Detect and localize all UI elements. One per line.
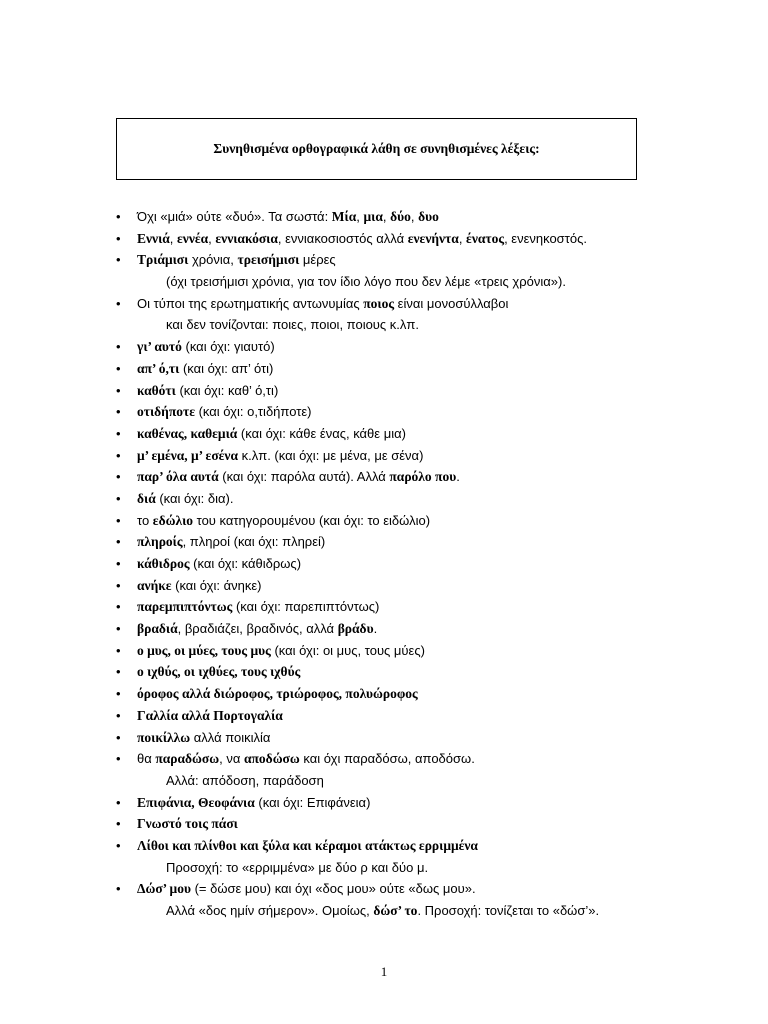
bold-text: κάθιδρος — [137, 556, 190, 571]
text: Αλλά «δος ημίν σήμερον». Ομοίως, — [166, 903, 374, 918]
bullet-icon: • — [116, 556, 121, 571]
bold-text: βραδιά — [137, 621, 178, 637]
text: και όχι παραδόσω, αποδόσω. — [299, 751, 475, 767]
list-item-continuation — [0, 770, 768, 792]
list-item — [0, 228, 768, 250]
list-item — [0, 575, 768, 597]
bullet-icon: • — [116, 382, 121, 398]
bullet-icon: • — [116, 230, 121, 246]
list-item — [0, 466, 768, 488]
bullet-icon: • — [116, 209, 121, 224]
text: , — [169, 230, 178, 246]
text: (και όχι: άνηκε) — [171, 577, 262, 593]
bullet-icon: • — [116, 686, 121, 702]
text: θα — [137, 751, 156, 767]
list-item-continuation — [0, 900, 768, 922]
text: Οι τύποι της ερωτηματικής αντωνυμίας — [137, 295, 364, 311]
text: , ενενηκοστός. — [504, 230, 587, 246]
text: , εννιακοσιοστός αλλά — [277, 230, 408, 246]
bold-text: Δώσ’ μου — [137, 881, 191, 897]
text: του κατηγορουμένου (και όχι: το ειδώλιο) — [193, 512, 431, 528]
bold-text: απ’ ό,τι — [137, 360, 180, 376]
text: . — [456, 469, 460, 485]
bullet-icon: • — [116, 404, 121, 420]
bold-text: ο μυς, οι μύες, τους μυς — [137, 642, 271, 658]
bullet-icon: • — [116, 360, 121, 376]
bullet-icon: • — [116, 664, 121, 680]
bullet-icon: • — [116, 881, 121, 897]
text: μέρες — [299, 252, 336, 268]
bold-text: ένατος — [466, 230, 505, 246]
list-item — [0, 792, 768, 814]
bold-text: τρεισήμισι — [237, 252, 300, 268]
list-item — [0, 596, 768, 618]
list-item — [0, 380, 768, 402]
list-item — [0, 705, 768, 727]
text: (και όχι: δια). — [155, 490, 234, 506]
text: χρόνια, — [188, 252, 238, 268]
list-item — [0, 206, 768, 228]
list-item — [0, 531, 768, 553]
bold-text: εδώλιο — [152, 512, 194, 528]
bullet-icon: • — [116, 794, 121, 810]
text: αλλά ποικιλία — [190, 729, 271, 745]
text: (και όχι: Επιφάνεια) — [254, 794, 371, 810]
bold-text: γι’ αυτό — [137, 339, 182, 355]
bold-text: Εννιά — [137, 230, 170, 246]
text: (και όχι: καθ’ ό,τι) — [175, 382, 279, 398]
text: είναι μονοσύλλαβοι — [394, 295, 509, 311]
list-item-continuation — [0, 314, 768, 336]
text: Προσοχή: το «ερριμμένα» με δύο ρ και δύο μ. — [166, 859, 429, 875]
title-box — [116, 118, 637, 180]
bullet-icon: • — [116, 577, 121, 593]
bold-text: καθότι — [137, 382, 176, 398]
bullet-icon: • — [116, 837, 121, 853]
list-item — [0, 618, 768, 640]
text: . — [373, 621, 378, 637]
list-item-continuation — [0, 271, 768, 293]
bullet-icon: • — [116, 295, 121, 311]
bullet-icon: • — [116, 534, 121, 550]
list-item — [0, 727, 768, 749]
page-title: Συνηθισμένα ορθογραφικά λάθη σε συνηθισμένες λέξεις: — [213, 141, 540, 156]
bold-text: παρεμπιπτόντως — [137, 599, 233, 615]
bold-text: όροφος αλλά διώροφος, τριώροφος, πολυώροφος — [137, 686, 418, 702]
bullet-icon: • — [116, 252, 121, 268]
bullet-icon: • — [116, 816, 121, 832]
bold-text: ενενήντα — [407, 230, 459, 246]
bullet-icon: • — [116, 642, 121, 658]
bold-text: Λίθοι και πλίνθοι και ξύλα και κέραμοι ατάκτως ερριμμένα — [137, 837, 478, 853]
bold-text: Γνωστό τοις πάσι — [137, 816, 238, 832]
bold-text: οτιδήποτε — [137, 404, 195, 420]
bold-text: ο ιχθύς, οι ιχθύες, τους ιχθύς — [137, 664, 301, 680]
bullet-icon: • — [116, 512, 121, 528]
list-item — [0, 249, 768, 271]
bullet-icon: • — [116, 339, 121, 355]
text: (και όχι: οι μυς, τους μύες) — [270, 642, 425, 658]
text: (και όχι: ο,τιδήποτε) — [194, 404, 312, 420]
bullet-icon: • — [116, 751, 121, 767]
bold-text: βράδυ — [337, 621, 374, 637]
list-item — [0, 445, 768, 467]
text: Αλλά: απόδοση, παράδοση — [166, 772, 324, 788]
text: (= δώσε μου) και όχι «δος μου» ούτε «δως μου». — [190, 881, 476, 897]
text: , βραδιάζει, βραδινός, αλλά — [177, 621, 338, 637]
list-item — [0, 293, 768, 315]
list-item — [0, 510, 768, 532]
list-item — [0, 748, 768, 770]
text: το — [137, 512, 153, 528]
list-item — [0, 835, 768, 857]
bold-text: μια — [363, 209, 383, 224]
bullet-icon: • — [116, 599, 121, 615]
bold-text: παραδώσω — [155, 751, 220, 767]
bold-text: δύο — [390, 209, 411, 224]
text: κ.λπ. (και όχι: με μένα, με σένα) — [238, 447, 424, 463]
list-item — [0, 488, 768, 510]
list-item — [0, 336, 768, 358]
list-item — [0, 358, 768, 380]
text: , — [458, 230, 467, 246]
text: , να — [219, 751, 244, 767]
text: , πληροί (και όχι: πληρεί) — [182, 534, 326, 550]
text: και δεν τονίζονται: ποιες, ποιοι, ποιους κ.λπ. — [166, 317, 419, 333]
bold-text: διά — [137, 490, 156, 506]
text: , — [382, 209, 391, 224]
list-item — [0, 640, 768, 662]
bold-text: καθένας, καθεμιά — [137, 425, 238, 441]
bold-text: ποιος — [363, 295, 395, 311]
text: Όχι «μιά» ούτε «δυό». Τα σωστά: — [137, 209, 332, 224]
bold-text: δώσ’ το — [373, 903, 418, 918]
bold-text: Γαλλία αλλά Πορτογαλία — [137, 707, 283, 723]
rules-list — [0, 206, 768, 922]
text: . Προσοχή: τονίζεται το «δώσ’». — [417, 903, 600, 918]
bold-text: παρόλο που — [389, 469, 457, 485]
list-item — [0, 661, 768, 683]
bold-text: αποδώσω — [244, 751, 300, 767]
text: (και όχι: κάθε ένας, κάθε μια) — [237, 425, 406, 441]
text: (όχι τρεισήμισι χρόνια, για τον ίδιο λόγο που δεν λέμε «τρεις χρόνια»). — [166, 274, 566, 290]
text: (και όχι: παρεπιπτόντως) — [232, 599, 380, 615]
bullet-icon: • — [116, 425, 121, 441]
bullet-icon: • — [116, 707, 121, 723]
bold-text: ποικίλλω — [137, 729, 191, 745]
bold-text: δυο — [418, 209, 439, 224]
list-item — [0, 553, 768, 575]
list-item — [0, 683, 768, 705]
text: (και όχι: απ’ ότι) — [179, 360, 274, 376]
list-item-continuation — [0, 857, 768, 879]
text: (και όχι: γιαυτό) — [181, 339, 275, 355]
text: , — [356, 209, 364, 224]
bold-text: Μία — [331, 209, 357, 224]
list-item — [0, 813, 768, 835]
text: , — [208, 230, 216, 246]
list-item — [0, 401, 768, 423]
bullet-icon: • — [116, 447, 121, 463]
bold-text: Τριάμισι — [137, 252, 189, 268]
page-number: 1 — [380, 964, 388, 979]
bold-text: Επιφάνια, Θεοφάνια — [137, 794, 255, 810]
bullet-icon: • — [116, 729, 121, 745]
bullet-icon: • — [116, 469, 121, 485]
text: (και όχι: κάθιδρως) — [189, 556, 302, 571]
bold-text: μ’ εμένα, μ’ εσένα — [137, 447, 238, 463]
text: (και όχι: παρόλα αυτά). Αλλά — [218, 469, 390, 485]
list-item — [0, 423, 768, 445]
bold-text: παρ’ όλα αυτά — [137, 469, 219, 485]
bullet-icon: • — [116, 621, 121, 637]
bold-text: πληροίς — [137, 534, 183, 550]
bold-text: ανήκε — [137, 577, 172, 593]
bold-text: εννέα — [177, 230, 209, 246]
bullet-icon: • — [116, 490, 121, 506]
list-item — [0, 878, 768, 900]
text: , — [410, 209, 419, 224]
bold-text: εννιακόσια — [215, 230, 278, 246]
